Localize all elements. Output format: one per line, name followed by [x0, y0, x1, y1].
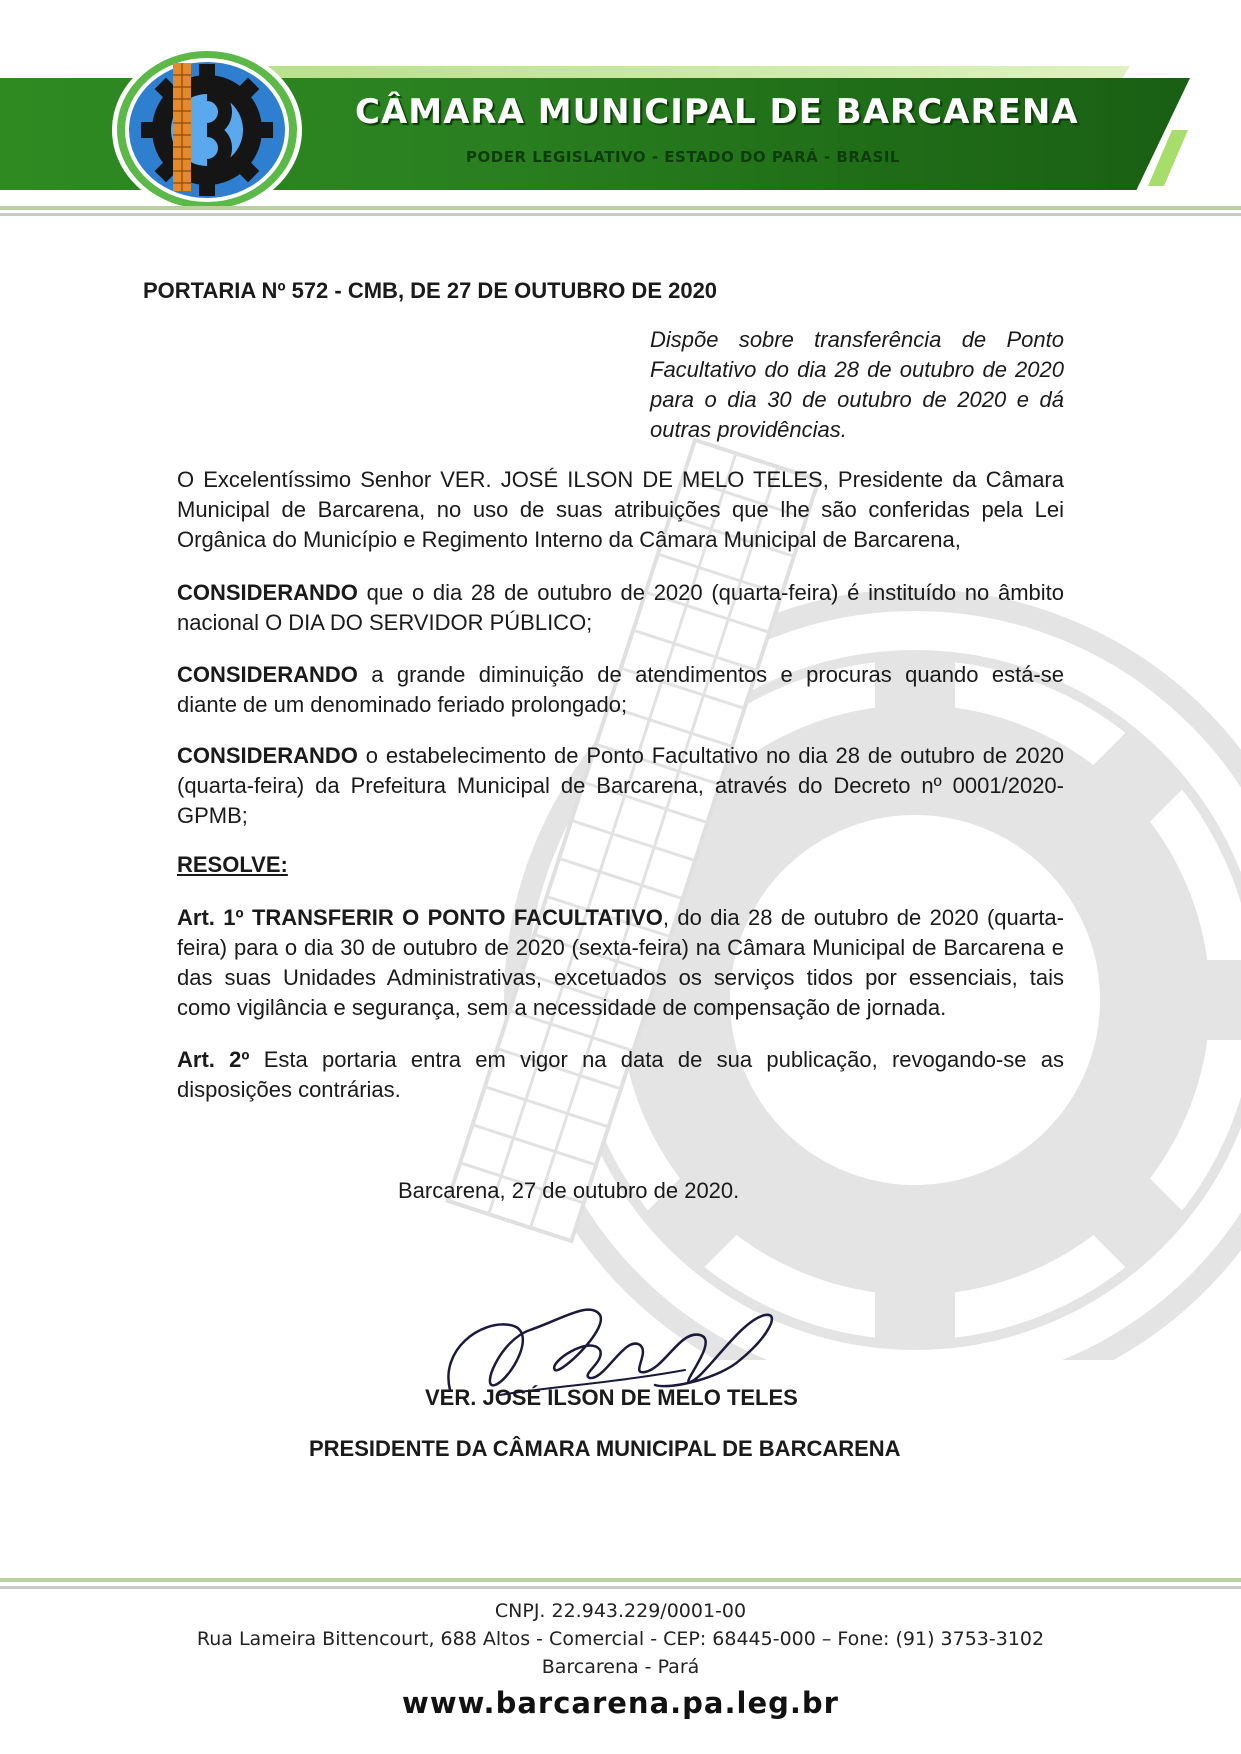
header-band-highlight — [250, 66, 1130, 80]
signer-role: PRESIDENTE DA CÂMARA MUNICIPAL DE BARCARENA — [309, 1436, 901, 1461]
considerando-lead: CONSIDERANDO — [177, 580, 358, 605]
footer-address: Rua Lameira Bittencourt, 688 Altos - Comercial - CEP: 68445-000 – Fone: (91) 3753-3102 — [196, 1628, 1045, 1650]
header-divider-secondary — [0, 213, 1241, 216]
considerando-text: a grande diminuição de atendimentos e procuras quando está-se diante de um denominado feriado prolongado; — [177, 662, 1064, 717]
considerando-text: que o dia 28 de outubro de 2020 (quarta-feira) é instituído no âmbito nacional O DIA DO SERVIDOR PÚBLICO; — [177, 580, 1064, 635]
preamble-paragraph: O Excelentíssimo Senhor VER. JOSÉ ILSON DE MELO TELES, Presidente da Câmara Municipal de Barcarena, no uso de suas atribuições que lhe são conferidas pela Lei Orgânica do Município e Regimento Interno da Câmara Municipal de Barcarena, — [177, 467, 1064, 552]
considerando-paragraph-1 — [177, 578, 1064, 638]
signer-name: VER. JOSÉ ILSON DE MELO TELES — [425, 1385, 798, 1410]
footer-divider — [0, 1578, 1241, 1582]
considerando-lead: CONSIDERANDO — [177, 662, 358, 687]
header-divider — [0, 206, 1241, 210]
article-text: Esta portaria entra em vigor na data de sua publicação, revogando-se as disposições contrárias. — [177, 1047, 1064, 1102]
article-2-paragraph — [177, 1045, 1064, 1105]
footer-divider-secondary — [0, 1586, 1241, 1589]
footer-city: Barcarena - Pará — [541, 1656, 700, 1678]
gear-brick-tower-logo-icon — [110, 45, 305, 215]
considerando-paragraph-3 — [177, 741, 1064, 831]
considerando-text: o estabelecimento de Ponto Facultativo no dia 28 de outubro de 2020 (quarta-feira) da Prefeitura Municipal de Barcarena, através do Decreto nº 0001/2020-GPMB; — [177, 743, 1064, 828]
letterhead-header — [0, 0, 1241, 230]
considerando-paragraph-2 — [177, 660, 1064, 720]
footer-website-link[interactable]: www.barcarena.pa.leg.br — [402, 1686, 839, 1720]
article-text: , do dia 28 de outubro de 2020 (quarta-feira) para o dia 30 de outubro de 2020 (sexta-feira) na Câmara Municipal de Barcarena e das suas Unidades Administrativas, excetuados os serviços tidos por essenciais, tais como vigilância e segurança, sem a necessidade de compensação de jornada. — [177, 905, 1064, 1020]
place-date: Barcarena, 27 de outubro de 2020. — [398, 1178, 740, 1203]
footer-cnpj: CNPJ. 22.943.229/0001-00 — [494, 1600, 747, 1622]
considerando-lead: CONSIDERANDO — [177, 743, 358, 768]
header-title: CÂMARA MUNICIPAL DE BARCARENA — [355, 92, 1079, 132]
article-lead: Art. 2º — [177, 1047, 250, 1072]
article-1-paragraph — [177, 903, 1064, 1023]
header-subtitle: PODER LEGISLATIVO - ESTADO DO PARÁ - BRASIL — [466, 148, 900, 166]
document-ementa: Dispõe sobre transferência de Ponto Facultativo do dia 28 de outubro de 2020 para o dia 30 de outubro de 2020 e dá outras providências. — [650, 327, 1064, 442]
article-lead: Art. 1º TRANSFERIR O PONTO FACULTATIVO — [177, 905, 663, 930]
resolve-heading: RESOLVE: — [177, 852, 288, 877]
document-title: PORTARIA Nº 572 - CMB, DE 27 DE OUTUBRO DE 2020 — [143, 278, 718, 303]
